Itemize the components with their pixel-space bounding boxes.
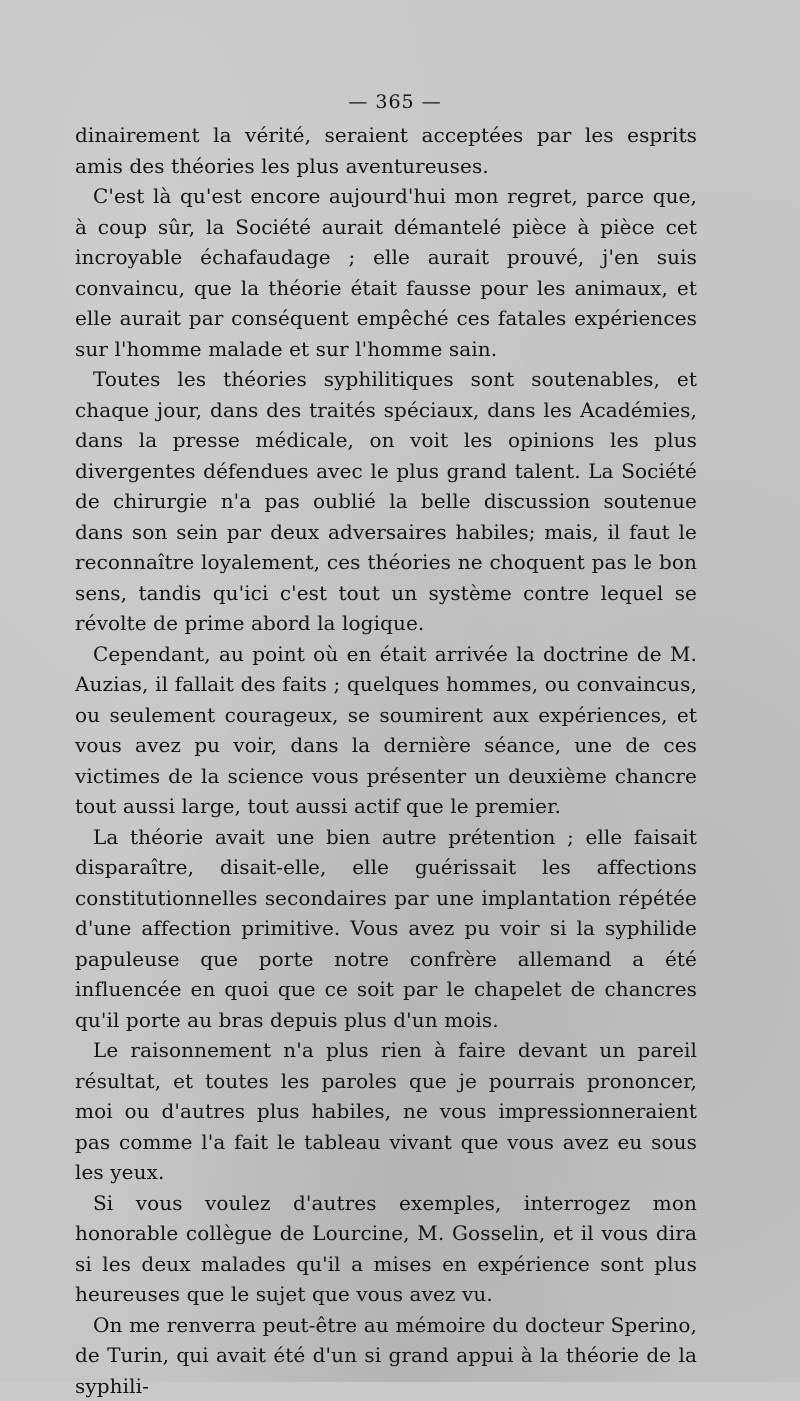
paragraph-4: Cependant, au point où en était arrivée la doctrine de M. Auzias, il fallait des faits ; quelques hommes, ou convaincus, ou seulement courageux, se soumirent aux expériences, et vous avez pu voir, dans la dernière séance, une de ces victimes de la science vous présenter un deuxième chancre tout aussi large, tout aussi actif que le premier. [75,639,697,822]
paragraph-3: Toutes les théories syphilitiques sont soutenables, et chaque jour, dans des traités spéciaux, dans les Académies, dans la presse médicale, on voit les opinions les plus divergentes défendues avec le plus grand talent. La Société de chirurgie n'a pas oublié la belle discussion soutenue dans son sein par deux adversaires habiles; mais, il faut le reconnaître loyalement, ces théories ne choquent pas le bon sens, tandis qu'ici c'est tout un système contre lequel se révolte de prime abord la logique. [75,364,697,639]
paragraph-2: C'est là qu'est encore aujourd'hui mon regret, parce que, à coup sûr, la Société aurait démantelé pièce à pièce cet incroyable échafaudage ; elle aurait prouvé, j'en suis convaincu, que la théorie était fausse pour les animaux, et elle aurait par conséquent empêché ces fatales expériences sur l'homme malade et sur l'homme sain. [75,181,697,364]
paragraph-6: Le raisonnement n'a plus rien à faire devant un pareil résultat, et toutes les paroles que je pourrais prononcer, moi ou d'autres plus habiles, ne vous impressionneraient pas comme l'a fait le tableau vivant que vous avez eu sous les yeux. [75,1035,697,1188]
page-number: — 365 — [93,84,697,120]
paragraph-7: Si vous voulez d'autres exemples, interrogez mon honorable collègue de Lourcine, M. Gosselin, et il vous dira si les deux malades qu'il a mises en expérience sont plus heureuses que le sujet que vous avez vu. [75,1188,697,1310]
paragraph-8: On me renverra peut-être au mémoire du docteur Sperino, de Turin, qui avait été d'un si grand appui à la théorie de la syphili- [75,1310,697,1401]
page-text [75,84,697,1401]
paragraph-5: La théorie avait une bien autre prétention ; elle faisait disparaître, disait-elle, elle guérissait les affections constitutionnelles secondaires par une implantation répétée d'une affection primitive. Vous avez pu voir si la syphilide papuleuse que porte notre confrère allemand a été influencée en quoi que ce soit par le chapelet de chancres qu'il porte au bras depuis plus d'un mois. [75,822,697,1036]
paragraph-1: dinairement la vérité, seraient acceptées par les esprits amis des théories les plus aventureuses. [75,120,697,181]
